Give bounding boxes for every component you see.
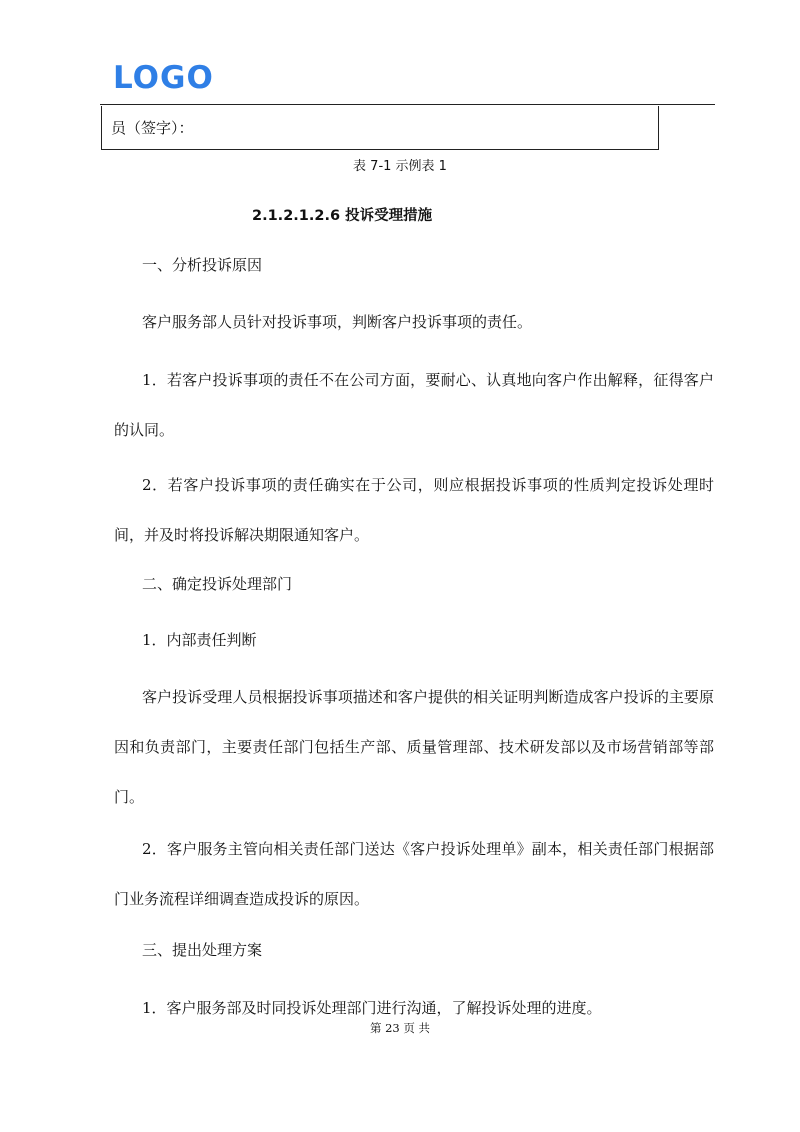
section-heading: 2.1.2.1.2.6 投诉受理措施	[252, 208, 433, 224]
paragraph-dispatch: 2．客户服务主管向相关责任部门送达《客户投诉处理单》副本，相关责任部门根据部门业务流程详细调查造成投诉的原因。	[114, 840, 714, 908]
paragraph-section-1-title: 一、分析投诉原因	[142, 256, 263, 274]
logo: LOGO	[113, 60, 214, 96]
signature-label: 员（签字）：	[111, 119, 194, 137]
signature-box	[101, 106, 659, 150]
header-rule	[100, 104, 715, 105]
paragraph-communication: 1．客户服务部及时同投诉处理部门进行沟通，了解投诉处理的进度。	[142, 999, 602, 1017]
paragraph-section-3-title: 三、提出处理方案	[142, 941, 263, 959]
table-caption: 表 7-1 示例表 1	[353, 159, 447, 174]
paragraph-internal-judgment: 1．内部责任判断	[142, 631, 257, 649]
paragraph-responsibility: 客户服务部人员针对投诉事项，判断客户投诉事项的责任。	[142, 313, 533, 331]
paragraph-item-2: 2．若客户投诉事项的责任确实在于公司，则应根据投诉事项的性质判定投诉处理时间，并及时将投诉解决期限通知客户。	[114, 476, 714, 544]
page-footer: 第 23 页 共	[369, 1021, 431, 1035]
paragraph-complaint-analysis: 客户投诉受理人员根据投诉事项描述和客户提供的相关证明判断造成客户投诉的主要原因和负责部门，主要责任部门包括生产部、质量管理部、技术研发部以及市场营销部等部门。	[114, 688, 714, 806]
paragraph-section-2-title: 二、确定投诉处理部门	[142, 575, 293, 593]
paragraph-item-1: 1．若客户投诉事项的责任不在公司方面，要耐心、认真地向客户作出解释，征得客户的认同。	[114, 371, 714, 439]
